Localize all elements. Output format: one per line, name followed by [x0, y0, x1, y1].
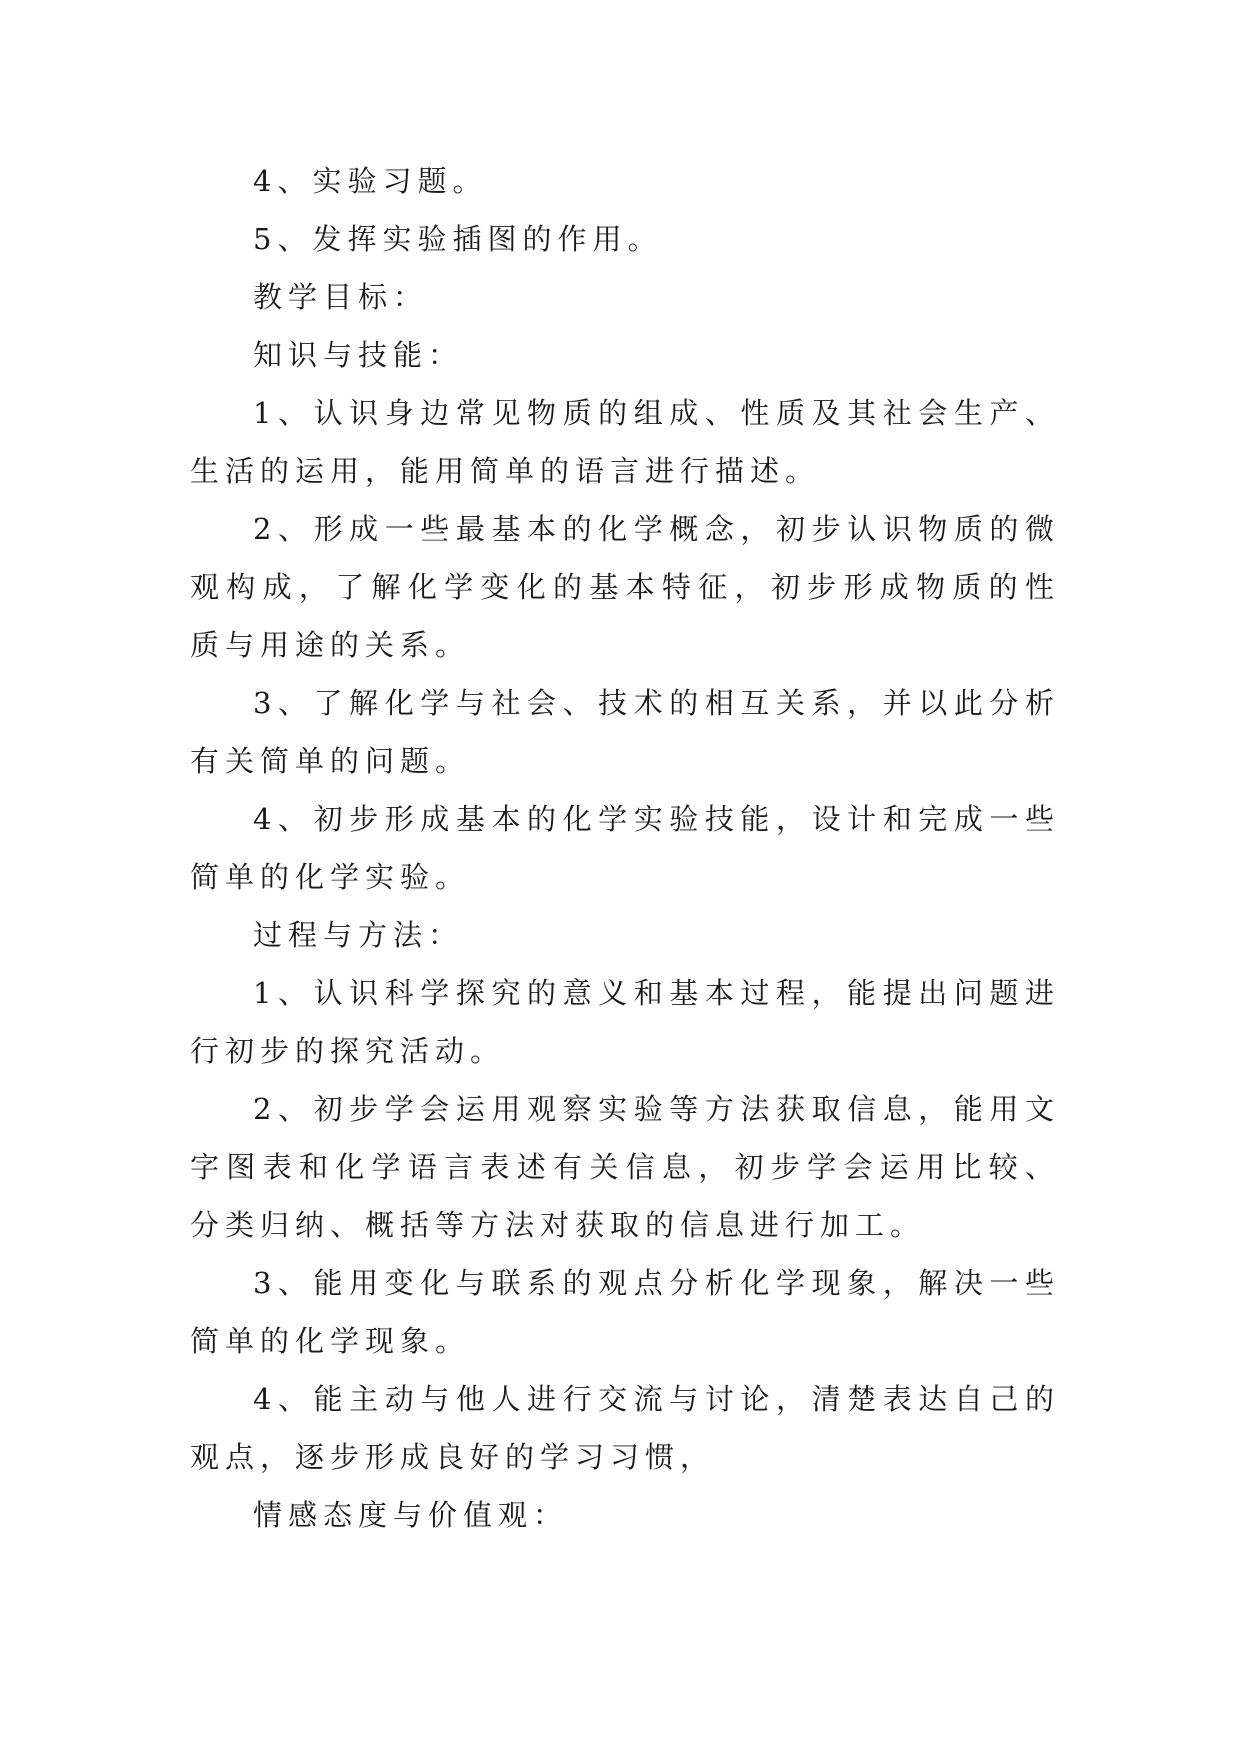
list-item-experiment-illustrations: 5、发挥实验插图的作用。 — [253, 222, 663, 256]
subheading-process-methods: 过程与方法： — [253, 918, 464, 952]
knowledge-item-4: 4、初步形成基本的化学实验技能，设计和完成一些简单的化学实验。 — [190, 802, 1060, 894]
list-item-experiment-exercises: 4、实验习题。 — [253, 164, 488, 198]
subheading-attitudes-values: 情感态度与价值观： — [253, 1498, 569, 1532]
subheading-knowledge-skills: 知识与技能： — [253, 338, 464, 372]
process-item-3: 3、能用变化与联系的观点分析化学现象，解决一些简单的化学现象。 — [190, 1266, 1060, 1358]
section-heading-teaching-goals: 教学目标： — [253, 280, 429, 314]
process-item-4: 4、能主动与他人进行交流与讨论，清楚表达自己的观点，逐步形成良好的学习习惯， — [190, 1382, 1060, 1474]
knowledge-item-2: 2、形成一些最基本的化学概念，初步认识物质的微观构成，了解化学变化的基本特征，初步形成物质的性质与用途的关系。 — [190, 512, 1060, 662]
process-item-2: 2、初步学会运用观察实验等方法获取信息，能用文字图表和化学语言表述有关信息，初步学会运用比较、分类归纳、概括等方法对获取的信息进行加工。 — [190, 1092, 1060, 1242]
knowledge-item-1: 1、认识身边常见物质的组成、性质及其社会生产、生活的运用，能用简单的语言进行描述。 — [190, 396, 1060, 488]
knowledge-item-3: 3、了解化学与社会、技术的相互关系，并以此分析有关简单的问题。 — [190, 686, 1060, 778]
process-item-1: 1、认识科学探究的意义和基本过程，能提出问题进行初步的探究活动。 — [190, 976, 1060, 1068]
document-body — [190, 152, 1060, 1544]
